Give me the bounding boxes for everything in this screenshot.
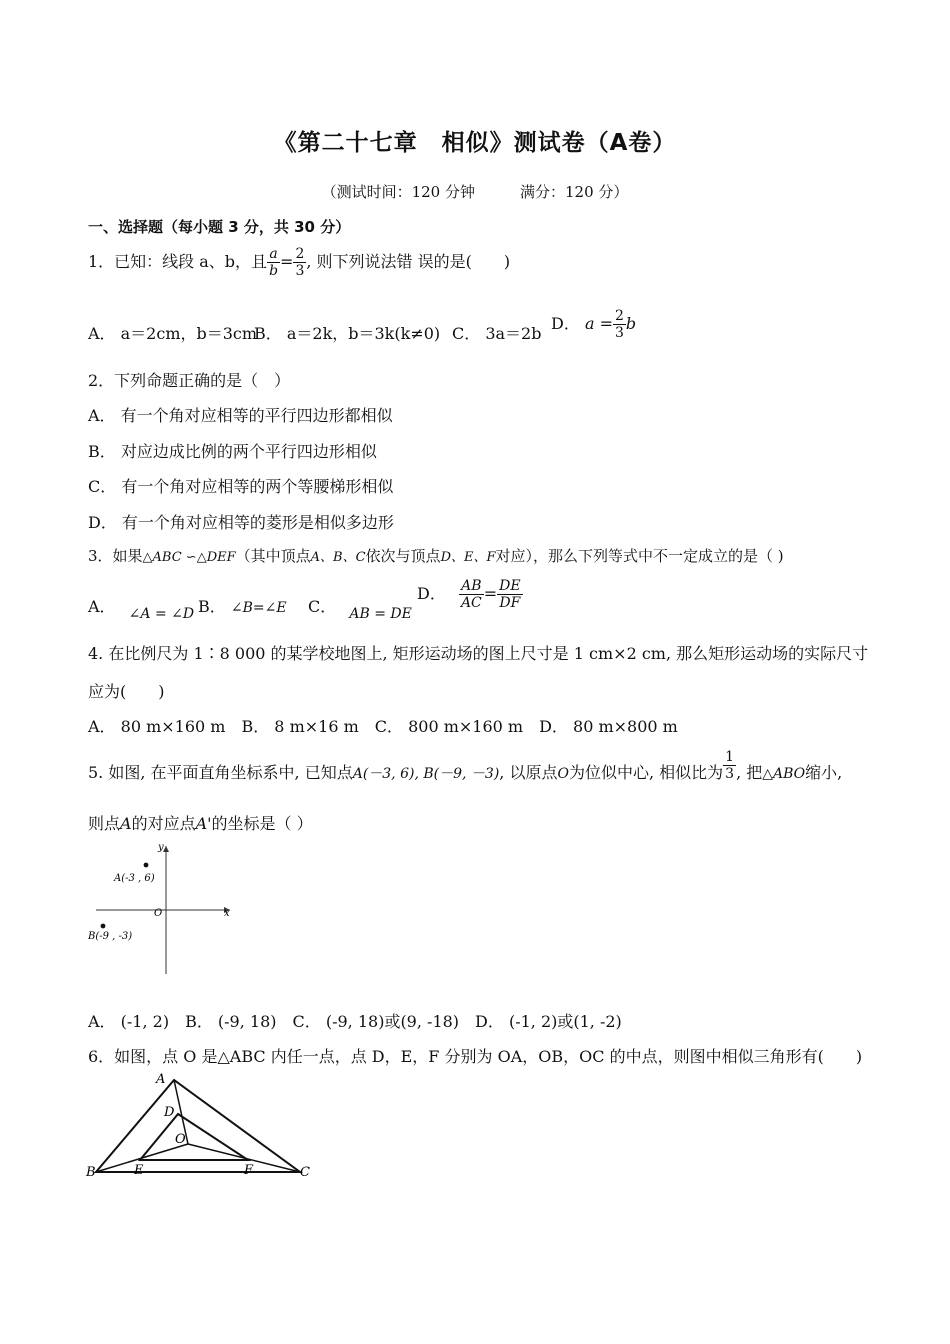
q1-equals: = xyxy=(280,252,294,271)
q6-triangle-figure xyxy=(84,1068,316,1182)
q5-points: A(－3, 6), B(－9, －3) xyxy=(352,766,500,782)
label-f: F xyxy=(244,1163,254,1178)
point-b xyxy=(101,924,106,929)
q1-pre: 1．已知：线段 a、b，且 xyxy=(88,252,268,271)
q5-part5: 缩小, xyxy=(805,763,843,782)
y-axis-arrow-icon xyxy=(163,846,169,852)
q5-part2: , 以原点 xyxy=(499,763,558,782)
q5-line2-b: 的对应点 xyxy=(131,814,196,833)
label-e: E xyxy=(134,1163,144,1178)
q1-post: , 则下列说法错 误的是( ) xyxy=(306,252,511,271)
question-1-stem xyxy=(88,246,510,279)
label-point-a: A(-3 , 6) xyxy=(114,873,155,884)
q3-part4: 对应），那么下列等式中不一定成立的是（ ) xyxy=(495,547,784,565)
q3-option-c-label: C． xyxy=(308,597,337,616)
q1-option-b[interactable]: B． a＝2k，b＝3k(k≠0) xyxy=(254,324,441,343)
q3-option-a[interactable] xyxy=(88,594,195,622)
q3-option-a-label: A． xyxy=(88,597,116,616)
label-b: B xyxy=(86,1165,96,1180)
q5-line2-a: 则点 xyxy=(88,814,121,833)
label-a: A xyxy=(156,1072,166,1087)
q3-similarity: △ABC ∽△DEF xyxy=(142,550,236,565)
q5-part3: 为位似中心, 相似比为 xyxy=(568,763,724,782)
q3-option-b[interactable] xyxy=(198,594,287,617)
q1-fraction-value: $\frac{2}{3}$ xyxy=(295,246,305,279)
q3-option-d-label: D． xyxy=(417,584,446,603)
q3-option-d-frac1: $\frac{AB}{AC}$ xyxy=(460,578,482,611)
q3-vertices-def: D、E、F xyxy=(440,550,496,565)
q3-part1: 3．如果 xyxy=(88,547,143,565)
q5-options[interactable]: A． (-1, 2) B． (-9, 18) C． (-9, 18)或(9, -18) D． (-1, 2)或(1, -2) xyxy=(88,1012,622,1031)
q1-option-d-label: D． xyxy=(551,314,580,333)
label-c: C xyxy=(300,1165,310,1180)
question-6-stem: 6．如图，点 O 是△ABC 内任一点，点 D，E，F 分别为 OA，OB，OC 的中点，则图中相似三角形有( ) xyxy=(88,1047,863,1066)
point-a xyxy=(144,863,149,868)
q3-option-c-expr: AB = DE xyxy=(349,606,412,622)
q4-options[interactable]: A． 80 m×160 m B． 8 m×16 m C． 800 m×160 m D． 80 m×800 m xyxy=(88,717,678,736)
question-5-stem-line2 xyxy=(88,811,313,834)
question-5-stem-line1 xyxy=(88,749,843,790)
label-d: D xyxy=(164,1105,175,1120)
q2-option-c[interactable]: C． 有一个角对应相等的两个等腰梯形相似 xyxy=(88,477,394,496)
q3-part3: 依次与顶点 xyxy=(365,547,441,565)
q1-option-d[interactable] xyxy=(551,308,636,341)
q1-option-a[interactable]: A． a＝2cm，b＝3cm xyxy=(88,324,258,343)
q3-option-a-expr: ∠A = ∠D xyxy=(128,606,195,622)
q3-option-d[interactable] xyxy=(417,578,523,611)
q1-option-d-fraction: $\frac{2}{3}$ xyxy=(614,308,624,341)
q3-option-c[interactable] xyxy=(308,594,412,622)
q3-option-b-label: B． xyxy=(198,597,226,616)
q5-ratio: $\frac{1}{3}$ xyxy=(725,749,735,782)
section-heading: 一、选择题（每小题 3 分，共 30 分） xyxy=(88,218,351,236)
label-point-b: B(-9 , -3) xyxy=(88,931,133,942)
test-info: （测试时间：120 分钟 满分：120 分） xyxy=(321,183,629,201)
q2-option-a[interactable]: A． 有一个角对应相等的平行四边形都相似 xyxy=(88,406,393,425)
page-title: 《第二十七章 相似》测试卷（A卷） xyxy=(273,130,677,156)
q5-coordinate-figure xyxy=(84,838,244,980)
q1-option-c[interactable]: C． 3a＝2b xyxy=(452,324,542,343)
q3-option-b-expr: ∠B=∠E xyxy=(230,600,287,616)
q5-point-a: A xyxy=(120,814,132,833)
question-4-stem-line1: 4. 在比例尺为 1∶8 000 的某学校地图上, 矩形运动场的图上尺寸是 1 cm×2 cm, 那么矩形运动场的实际尺寸 xyxy=(88,644,869,663)
q1-fraction-ab: $\frac{a}{b}$ xyxy=(269,246,279,279)
q3-option-d-frac2: $\frac{DE}{DF}$ xyxy=(499,578,521,611)
question-4-stem-line2: 应为( ) xyxy=(88,682,165,701)
q3-vertices-abc: A、B、C xyxy=(310,550,366,565)
q5-point-a-prime: A' xyxy=(195,814,212,833)
q5-part4: , 把 xyxy=(736,763,763,782)
question-3-stem xyxy=(88,545,784,566)
q5-origin: O xyxy=(557,766,569,782)
question-2-stem: 2．下列命题正确的是（ ） xyxy=(88,371,291,390)
q2-option-b[interactable]: B． 对应边成比例的两个平行四边形相似 xyxy=(88,442,377,461)
label-y-axis: y xyxy=(158,842,164,853)
label-o: O xyxy=(175,1132,186,1147)
label-x-axis: x xyxy=(224,908,230,919)
q1-option-d-lhs: a = xyxy=(584,314,613,333)
q5-line2-c: 的坐标是（ ） xyxy=(211,814,313,833)
q2-option-d[interactable]: D． 有一个角对应相等的菱形是相似多边形 xyxy=(88,513,394,532)
label-origin: O xyxy=(154,908,163,919)
q5-part1: 5. 如图, 在平面直角坐标系中, 已知点 xyxy=(88,763,353,782)
q1-option-d-var: b xyxy=(625,314,637,333)
q5-triangle: △ABO xyxy=(762,766,806,782)
q3-part2: （其中顶点 xyxy=(235,547,311,565)
q3-option-d-eq: = xyxy=(483,584,498,603)
